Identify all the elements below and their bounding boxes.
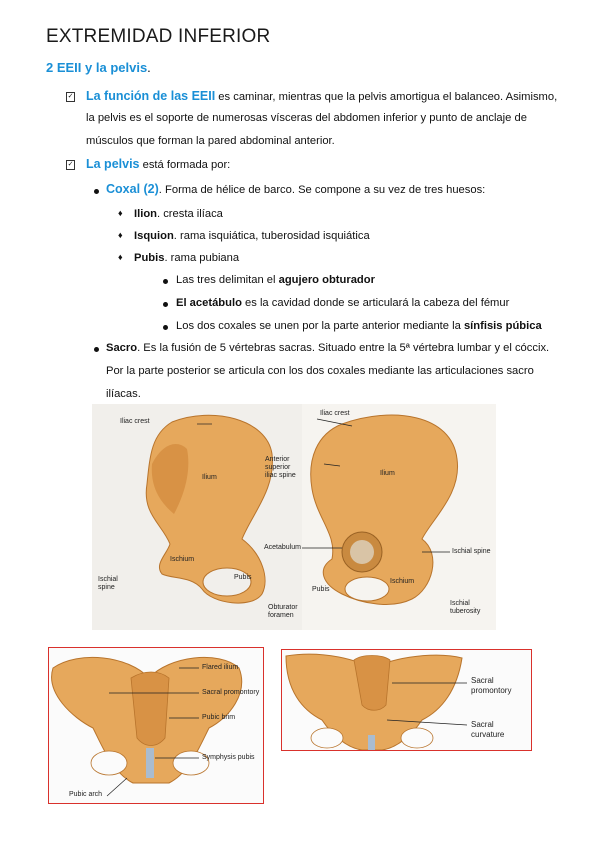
paragraph-pelvis: La pelvis está formada por:	[86, 157, 231, 171]
label-sacral-curvature: Sacral curvature	[471, 720, 505, 739]
label-pubic-arch: Pubic arch	[69, 791, 103, 798]
hip-bone-illustration	[92, 404, 496, 630]
bone-isquion: Isquion. rama isquiática, tuberosidad isquiática	[134, 230, 370, 242]
label-iliac-crest: Iliac crest	[120, 418, 150, 425]
bullet-dot-icon	[94, 189, 99, 194]
hip-bone-figure	[92, 404, 496, 630]
label-ischium-right: Ischium	[390, 578, 415, 585]
bone-ilion: Ilion. cresta ilíaca	[134, 208, 223, 220]
label-sacral-promontory-2: Sacral promontory	[471, 676, 512, 695]
coxal-line: Coxal (2). Forma de hélice de barco. Se compone a su vez de tres huesos:	[106, 182, 486, 196]
bullet-dot-icon	[163, 302, 168, 307]
checkbox-icon: ✓	[67, 161, 74, 168]
bullet-dot-icon	[94, 347, 99, 352]
label-pubis: Pubis	[234, 574, 252, 581]
sacro-line2: Por la parte posterior se articula con los dos coxales mediante las articulaciones sacro	[106, 365, 534, 377]
note-sinfisis: Los dos coxales se unen por la parte anterior mediante la sínfisis púbica	[176, 320, 542, 332]
checkbox-icon: ✓	[67, 93, 74, 100]
section-subtitle: 2 EEII y la pelvis.	[46, 60, 151, 75]
label-iliac-crest-right: Iliac crest	[320, 410, 350, 417]
label-symphysis-pubis: Symphysis pubis	[202, 754, 255, 761]
bullet-dot-icon	[163, 325, 168, 330]
paragraph-function-line2: la pelvis es el soporte de numerosas vísceras del abdomen inferior y punto de anclaje de	[86, 112, 527, 124]
label-ilium: Ilium	[202, 474, 217, 481]
label-ischial-spine-right: Ischial spine	[452, 548, 491, 555]
pelvis-front-illustration	[49, 648, 264, 804]
label-sacral-promontory: Sacral promontory	[202, 689, 260, 696]
label-acetabulum: Acetabulum	[264, 544, 301, 551]
paragraph-function-line3: músculos que forman la pared abdominal anterior.	[86, 135, 335, 147]
note-acetabulo: El acetábulo es la cavidad donde se articulará la cabeza del fémur	[176, 297, 510, 309]
pelvis-sacral-figure	[281, 649, 532, 751]
sacro-line1: Sacro. Es la fusión de 5 vértebras sacras. Situado entre la 5ª vértebra lumbar y el cóccix.	[106, 342, 550, 354]
paragraph-function-line1: La función de las EEII es caminar, mientras que la pelvis amortigua el balanceo. Asimismo,	[86, 89, 558, 103]
label-pubis-right: Pubis	[312, 586, 330, 593]
label-flared-ilium: Flared ilium	[202, 664, 239, 671]
diamond-bullet-icon: ♦	[118, 230, 123, 240]
sacro-line3: ilíacas.	[106, 388, 141, 400]
diamond-bullet-icon: ♦	[118, 252, 123, 262]
page-title: EXTREMIDAD INFERIOR	[46, 26, 271, 47]
label-pubic-brim: Pubic brim	[202, 714, 236, 721]
label-ilium-right: Ilium	[380, 470, 395, 477]
label-anterior-superior-iliac-spine: Anterior superior iliac spine	[265, 456, 296, 479]
label-ischium: Ischium	[170, 556, 195, 563]
diamond-bullet-icon: ♦	[118, 208, 123, 218]
label-ischial-tuberosity: Ischial tuberosity	[450, 600, 481, 615]
bullet-dot-icon	[163, 279, 168, 284]
bone-pubis: Pubis. rama pubiana	[134, 252, 240, 264]
label-ischial-spine: Ischial spine	[98, 576, 118, 591]
note-agujero: Las tres delimitan el agujero obturador	[176, 274, 375, 286]
label-obturator-foramen: Obturator foramen	[268, 604, 298, 619]
pelvis-front-figure	[48, 647, 264, 804]
